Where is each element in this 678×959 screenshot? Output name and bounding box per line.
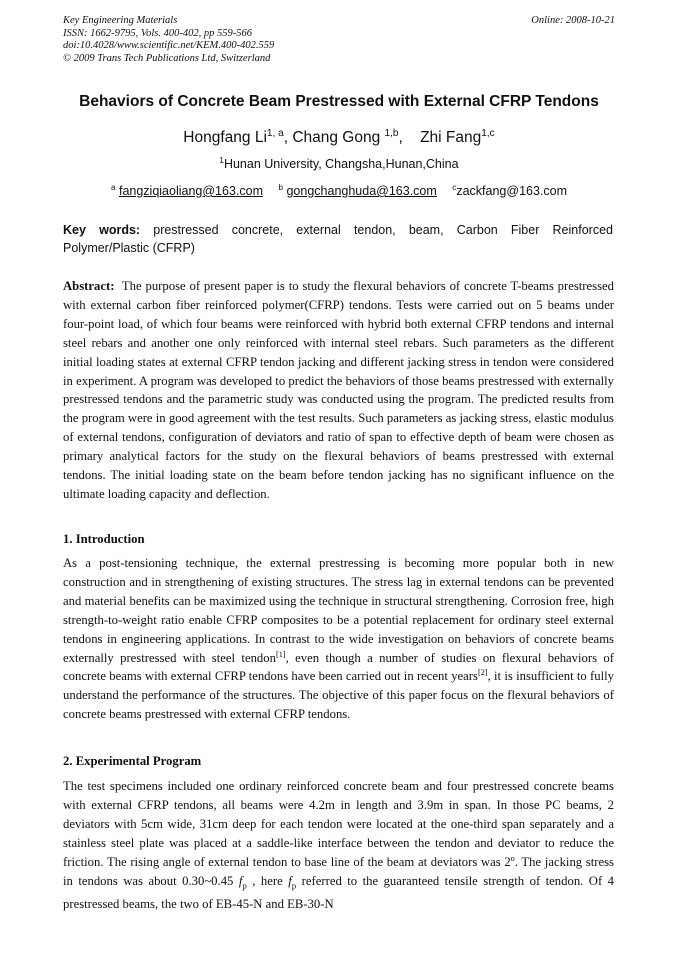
author-name: Zhi Fang	[420, 129, 482, 146]
intro-text-1: As a post-tensioning technique, the external prestressing is becoming more popular both in new construction and in strengthening of existing structures. The stress lag in external tendons can be prevented and material benefits can be maximized using the technique in structural strengthening. Corrosion free, high strength-to-weight ratio enable CFRP composites to be a potential replacement for ordinary steel external tendons in engineering applications. In contrast to the wide investigation on behaviors of concrete beams externally prestressed with steel tendon	[63, 556, 614, 665]
publication-metadata	[63, 15, 615, 65]
keywords-section	[63, 221, 613, 257]
abstract-label: Abstract:	[63, 279, 115, 293]
exp-text-3: , here	[246, 873, 289, 888]
abstract-text: The purpose of present paper is to study the flexural behaviors of concrete T-beams prestressed with external carbon fiber reinforced polymer(CFRP) tendons. Tests were carried out on 5 beams under four-point load, of which four beams were reinforced with hybrid both external CFRP tendons and internal steel rebars and another one only reinforced with internal steel rebars. Such parameters as the different initial loading states at external CFRP tendon jacking and different jacking stress in tendon were considered in experiment. A program was developed to predict the behaviors of those beams prestressed with externally prestressed tendons and the parametric study was conducted using the program. The predicted results from the program were in good agreement with the test results. Such parameters as jacking stress, elastic modulus of external tendons, configuration of deviators and ratio of span to effective depth of beam were chosen as primary analytical factors for the study on the flexural behaviors of beams prestressed with external tendons. The initial loading state on the beam before tendon jacking has no significant influence on the ultimate loading capacity and deflection.	[63, 279, 618, 501]
exp-text-2: . The jacking stress in tendons was about 0.30~0.45	[63, 854, 614, 888]
author-affiliation-marker: 1,b	[384, 127, 399, 139]
section-heading-experimental: 2. Experimental Program	[63, 754, 202, 768]
introduction-paragraph	[63, 554, 614, 724]
symbol-fp: f	[238, 873, 243, 888]
affiliation	[40, 157, 638, 171]
abstract-section	[63, 277, 618, 504]
author-affiliation-marker: 1, a	[266, 127, 284, 139]
online-date: Online: 2008-10-21	[531, 15, 615, 26]
degree-marker: o	[510, 853, 515, 863]
affiliation-marker: 1	[219, 155, 224, 165]
email-marker: a	[110, 182, 116, 192]
author-affiliation-marker: 1,c	[481, 127, 495, 139]
author-list	[40, 129, 638, 147]
email-entry	[452, 184, 567, 198]
author-name: Hongfang Li	[183, 129, 267, 146]
email-marker: c	[452, 182, 457, 192]
symbol-fp: f	[288, 873, 292, 888]
author-separator: ,	[283, 129, 293, 146]
paper-title: Behaviors of Concrete Beam Prestressed with External CFRP Tendons	[79, 93, 599, 110]
affiliation-text: Hunan University, Changsha,Hunan,China	[223, 157, 459, 171]
author-separator: ,	[398, 129, 421, 146]
symbol-subscript: p	[242, 880, 247, 891]
copyright-line: © 2009 Trans Tech Publications Ltd, Switzerland	[63, 52, 271, 64]
email-entry	[278, 184, 436, 198]
email-link[interactable]: gongchanghuda@163.com	[286, 184, 437, 198]
citation-ref: [2]	[477, 668, 488, 678]
email-entry	[111, 184, 263, 198]
email-text: zackfang@163.com	[456, 184, 568, 198]
exp-text-1: The test specimens included one ordinary reinforced concrete beam and four prestressed concrete beams with external CFRP tendons, all beams were 4.2m in length and 3.9m in span. In those PC beams, 2 deviators with 5cm wide, 31cm deep for each tendon were located at the one-third span separately and a stainless steel plate was placed at a saddle-like interface between the tendon and deviator to reduce the friction. The rising angle of external tendon to base line of the beam at deviators was 2	[63, 779, 614, 869]
section-heading-introduction: 1. Introduction	[63, 532, 145, 546]
email-link[interactable]: fangziqiaoliang@163.com	[118, 184, 263, 198]
issn-line: ISSN: 1662-9795, Vols. 400-402, pp 559-566	[63, 27, 252, 39]
intro-text-3: , it is insufficient to fully understand the performance of the structures. The objective of this paper focus on the flexural behaviors of concrete beams prestressed with external CFRP tendons.	[63, 669, 614, 722]
intro-text-2: , even though a number of studies on flexural behaviors of concrete beams with external CFRP tendons have been carried out in recent years	[63, 650, 614, 684]
journal-name: Key Engineering Materials	[63, 15, 178, 26]
citation-ref: [1]	[275, 649, 286, 659]
keywords-text: prestressed concrete, external tendon, beam, Carbon Fiber Reinforced Polymer/Plastic (CFRP)	[63, 223, 613, 255]
keywords-label: Key words:	[63, 223, 141, 237]
symbol-subscript: p	[291, 880, 297, 891]
experimental-paragraph	[63, 777, 614, 914]
exp-text-4: referred to the guaranteed tensile strength of tendon. Of 4 prestressed beams, the two of EB-45-N and EB-30-N	[63, 873, 615, 911]
author-name: Chang Gong	[292, 129, 385, 146]
email-marker: b	[278, 182, 283, 192]
doi-line: doi:10.4028/www.scientific.net/KEM.400-402.559	[63, 40, 275, 51]
email-list	[40, 184, 638, 198]
